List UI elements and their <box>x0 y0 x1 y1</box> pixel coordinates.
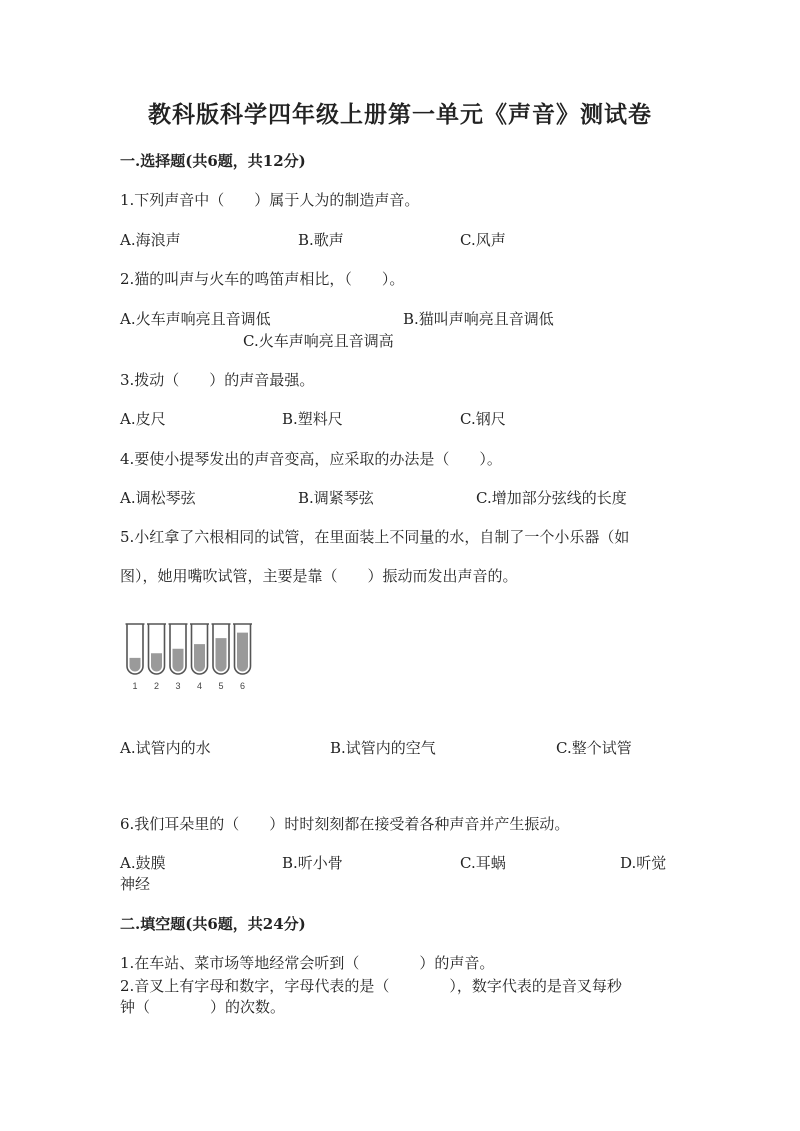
q3-option-a: A.皮尺 <box>120 410 166 428</box>
test-tube-1 <box>126 624 145 691</box>
question-6: 6.我们耳朵里的（ ）时时刻刻都在接受着各种声音并产生振动。 <box>120 815 570 833</box>
test-tubes-figure <box>122 620 267 692</box>
test-tube-4 <box>190 624 209 691</box>
tube-water-4 <box>194 644 205 671</box>
q2-option-b: B.猫叫声响亮且音调低 <box>403 310 554 328</box>
question-3: 3.拨动（ ）的声音最强。 <box>120 371 315 389</box>
page-title: 教科版科学四年级上册第一单元《声音》测试卷 <box>148 101 652 128</box>
q4-option-b: B.调紧琴弦 <box>298 489 374 507</box>
section-2-heading: 二.填空题(共6题，共24分) <box>120 915 306 933</box>
tube-water-2 <box>151 653 162 671</box>
q5-option-b: B.试管内的空气 <box>330 739 436 757</box>
q2-option-a: A.火车声响亮且音调低 <box>120 310 271 328</box>
test-tube-5 <box>212 624 231 691</box>
test-tube-6 <box>233 624 252 691</box>
tube-water-5 <box>216 638 227 671</box>
q3-option-b: B.塑料尺 <box>282 410 343 428</box>
tube-label-6: 6 <box>239 681 246 691</box>
q1-option-a: A.海浪声 <box>120 231 181 249</box>
tube-label-4: 4 <box>196 681 203 691</box>
test-tube-2 <box>147 624 166 691</box>
q5-option-a: A.试管内的水 <box>120 739 211 757</box>
q6-option-d-wrap: 神经 <box>120 875 151 893</box>
question-2: 2.猫的叫声与火车的鸣笛声相比，（ ）。 <box>120 270 405 288</box>
section-1-heading: 一.选择题(共6题，共12分) <box>120 152 306 170</box>
tube-water-6 <box>237 633 248 672</box>
q6-option-b: B.听小骨 <box>282 854 343 872</box>
q6-option-a: A.鼓膜 <box>120 854 166 872</box>
q1-option-c: C.风声 <box>460 231 506 249</box>
tube-water-1 <box>130 658 141 672</box>
q2-option-c: C.火车声响亮且音调高 <box>243 332 394 350</box>
tube-label-3: 3 <box>175 681 181 691</box>
q4-option-c: C.增加部分弦线的长度 <box>476 489 627 507</box>
q1-option-b: B.歌声 <box>298 231 344 249</box>
q6-option-c: C.耳蜗 <box>460 854 506 872</box>
tube-label-5: 5 <box>218 681 224 691</box>
q5-option-c: C.整个试管 <box>556 739 632 757</box>
tube-label-1: 1 <box>132 681 138 691</box>
question-5-line-2: 图），她用嘴吹试管，主要是靠（ ）振动而发出声音的。 <box>120 567 518 585</box>
fill-question-2-line-2: 钟（ ）的次数。 <box>120 998 286 1016</box>
question-1: 1.下列声音中（ ）属于人为的制造声音。 <box>120 191 420 209</box>
question-4: 4.要使小提琴发出的声音变高，应采取的办法是（ ）。 <box>120 450 502 468</box>
q4-option-a: A.调松琴弦 <box>120 489 196 507</box>
question-5-line-1: 5.小红拿了六根相同的试管，在里面装上不同量的水，自制了一个小乐器（如 <box>120 528 630 546</box>
fill-question-2-line-1: 2.音叉上有字母和数字，字母代表的是（ ），数字代表的是音叉每秒 <box>120 977 622 995</box>
tube-label-2: 2 <box>153 681 160 691</box>
tube-water-3 <box>173 649 184 672</box>
fill-question-1: 1.在车站、菜市场等地经常会听到（ ）的声音。 <box>120 954 495 972</box>
q6-option-d: D.听觉 <box>620 854 667 872</box>
test-tube-3 <box>169 624 188 691</box>
q3-option-c: C.钢尺 <box>460 410 506 428</box>
